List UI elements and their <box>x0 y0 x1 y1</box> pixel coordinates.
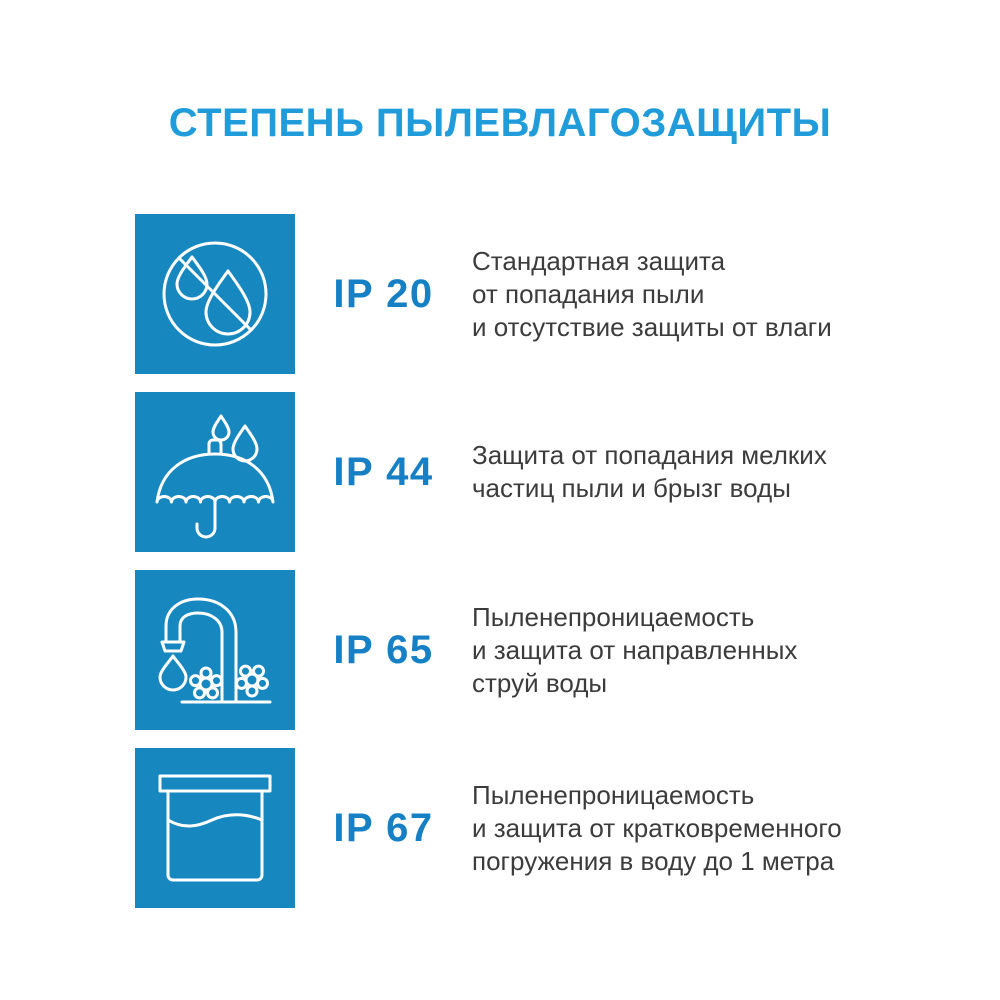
ip-rating-label: IP 44 <box>333 449 434 494</box>
ip-rating-label: IP 20 <box>333 271 434 316</box>
ip-description <box>472 601 797 700</box>
description-line: струй воды <box>472 667 608 698</box>
ip-rating-label: IP 67 <box>333 805 434 850</box>
ip-rating-label: IP 65 <box>333 627 434 672</box>
ip-row-20 <box>135 214 1000 374</box>
description-line: от попадания пыли <box>472 278 705 309</box>
ip-rows <box>135 214 1000 908</box>
faucet-water-jet-icon <box>135 570 295 730</box>
description-line: Защита от попадания мелких <box>472 440 827 470</box>
umbrella-rain-icon <box>135 392 295 552</box>
water-immersion-container-icon <box>135 748 295 908</box>
ip-row-65 <box>135 570 1000 730</box>
ip-row-44 <box>135 392 1000 552</box>
ip-description <box>472 245 832 344</box>
description-line: и защита от кратковременного <box>472 812 842 843</box>
page-title: СТЕПЕНЬ ПЫЛЕВЛАГОЗАЩИТЫ <box>168 101 832 145</box>
ip-row-67 <box>135 748 1000 908</box>
ip-description <box>472 779 842 878</box>
ip-description <box>472 439 827 505</box>
description-line: и защита от направленных <box>472 634 798 665</box>
description-line: Пыленепроницаемость <box>472 601 755 632</box>
description-line: и отсутствие защиты от влаги <box>472 311 832 342</box>
description-line: частиц пыли и брызг воды <box>472 473 791 503</box>
description-line: погружения в воду до 1 метра <box>472 845 835 876</box>
crossed-water-drops-icon <box>135 214 295 374</box>
description-line: Пыленепроницаемость <box>472 779 755 810</box>
description-line: Стандартная защита <box>472 245 726 276</box>
